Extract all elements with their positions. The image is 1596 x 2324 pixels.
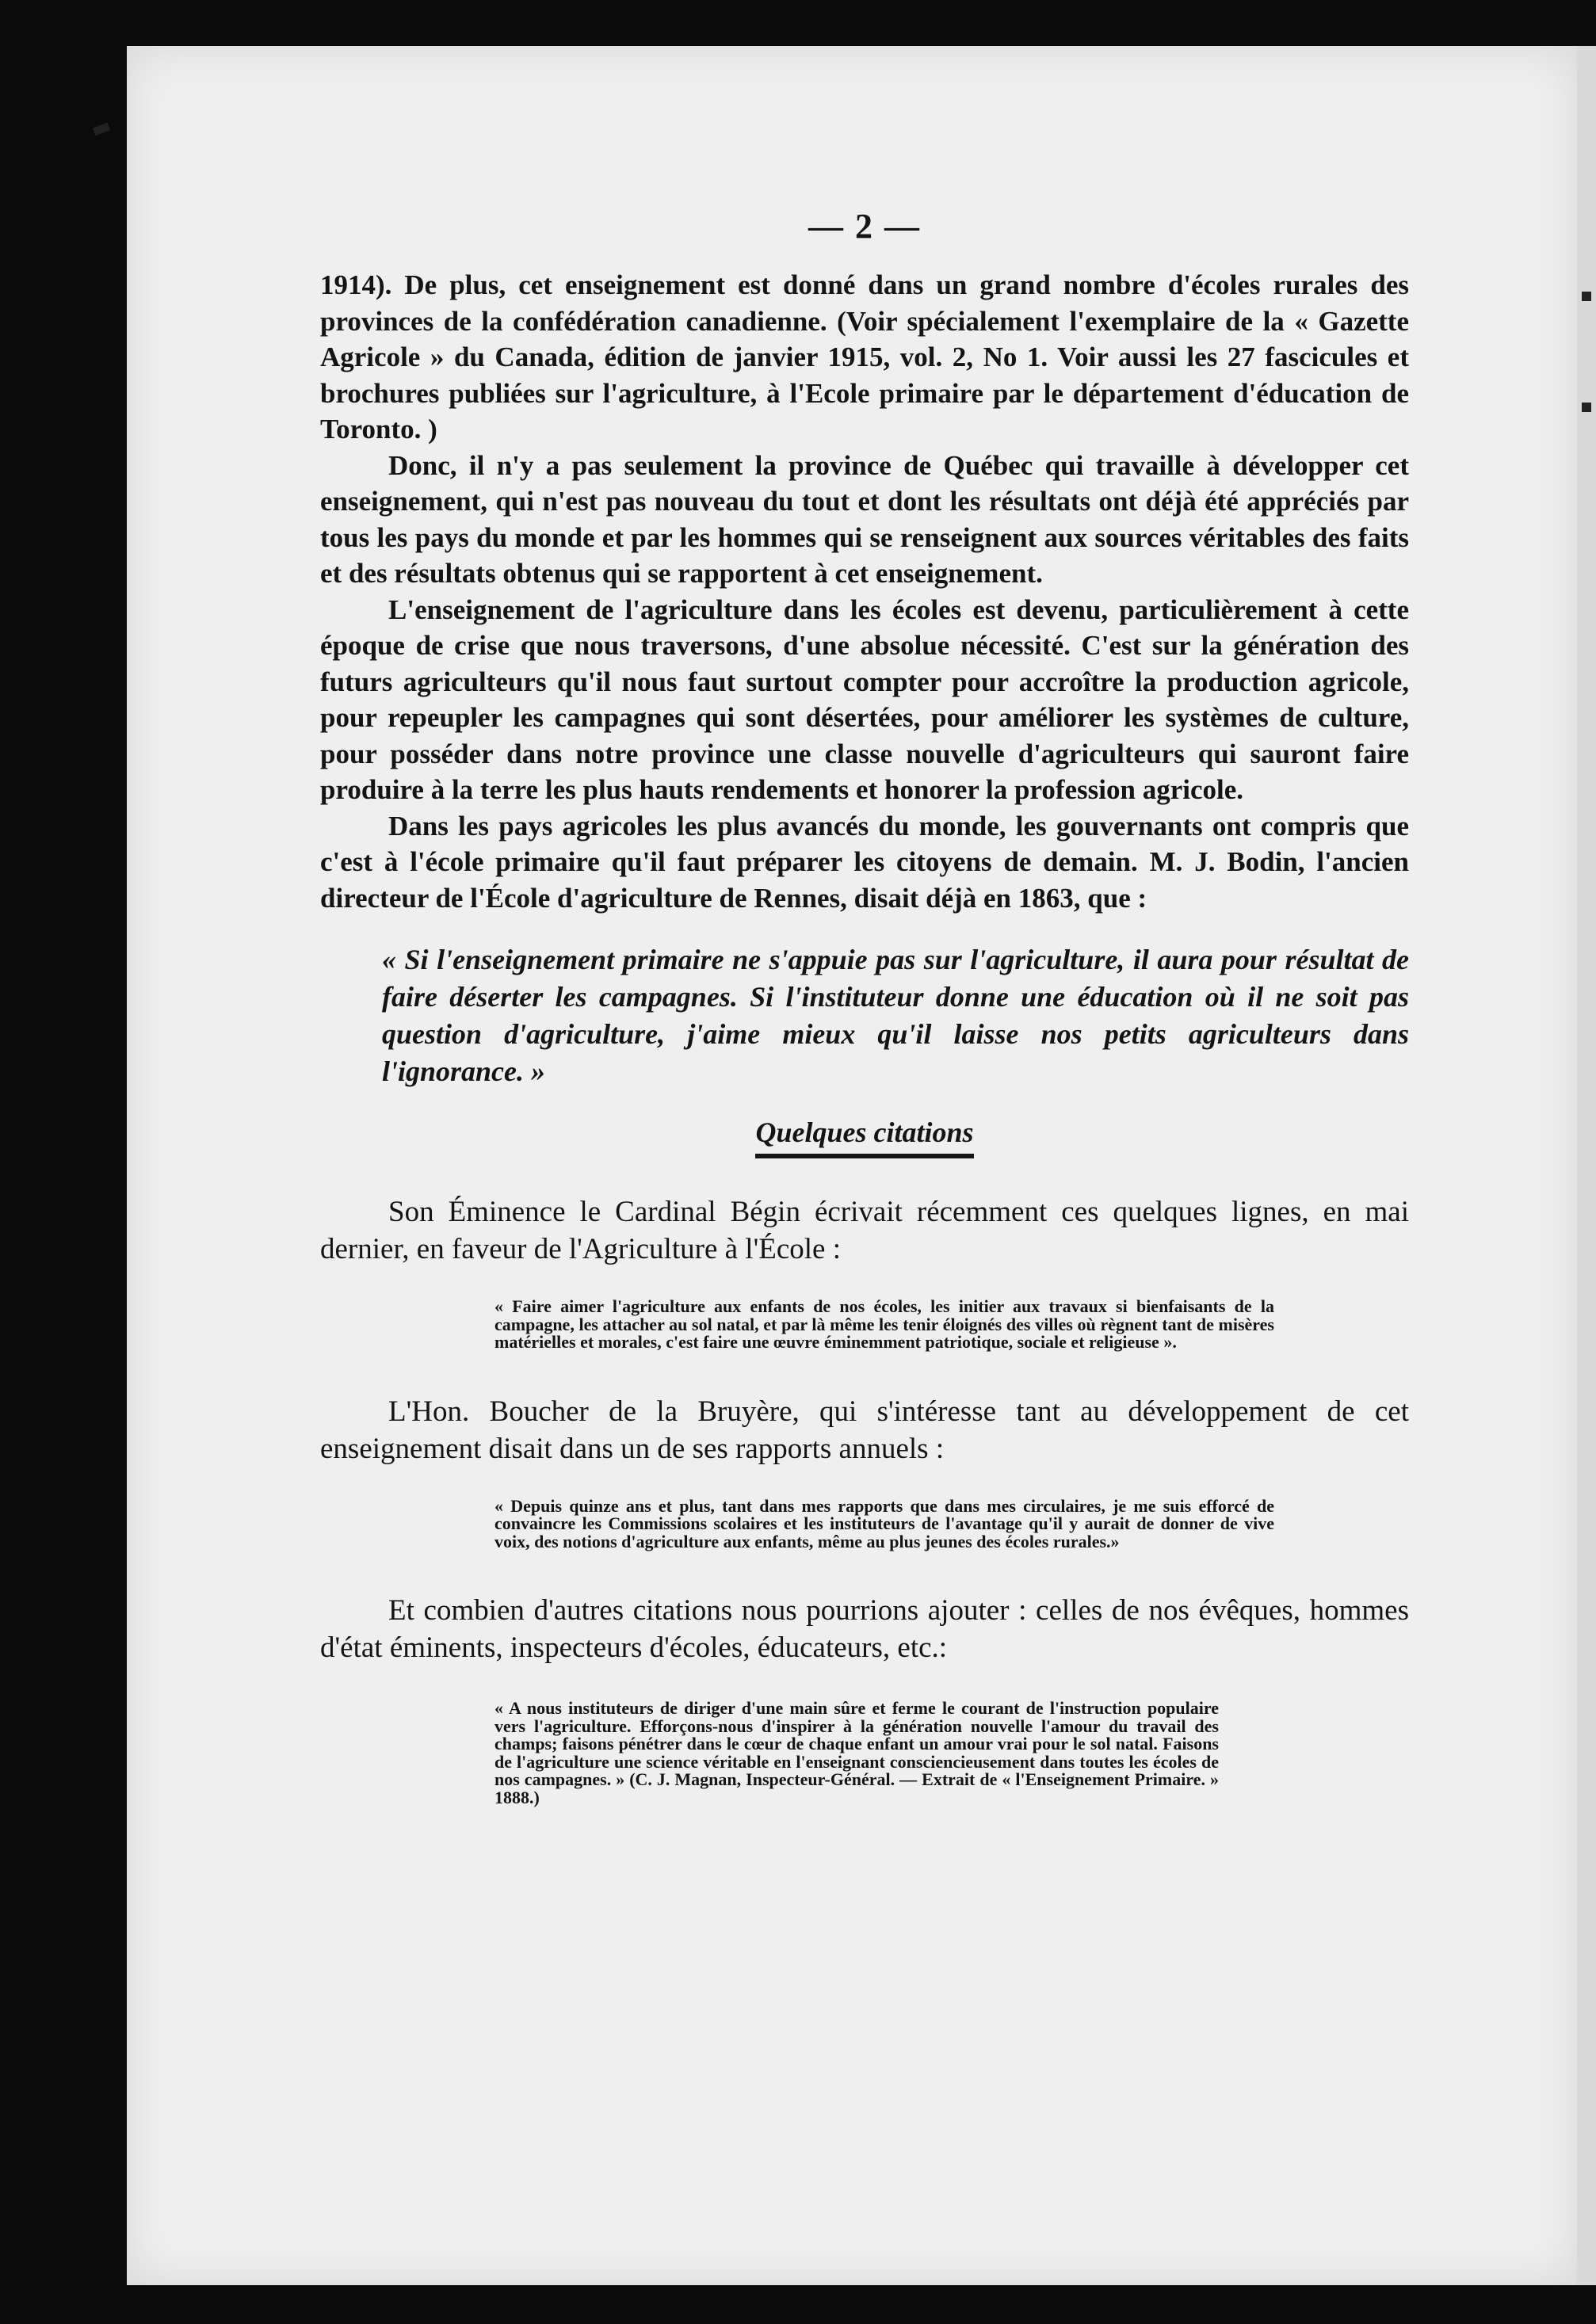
page-content: [320, 206, 1409, 1807]
quote-bruyere: « Depuis quinze ans et plus, tant dans mes rapports que dans mes circulaires, je me suis efforcé de convaincre les Commissions scolaires et les instituteurs de l'avantage qu'il y aurait de donner de vive voix, des notions d'agriculture aux enfants, même au plus jeunes des écoles rurales.»: [494, 1495, 1274, 1551]
scan-speck-right-1: [1582, 292, 1591, 301]
paragraph-4: Dans les pays agricoles les plus avancés du monde, les gouvernants ont compris que c'est à l'école primaire qu'il faut préparer les citoyens de demain. M. J. Bodin, l'ancien directeur de l'École d'agriculture de Rennes, disait déjà en 1863, que :: [320, 810, 1409, 914]
section-heading: [320, 1116, 1409, 1158]
scan-speck-right-2: [1582, 403, 1591, 412]
paragraph-6: L'Hon. Boucher de la Bruyère, qui s'intéresse tant au développement de cet enseignement disait dans un de ses rapports annuels :: [320, 1395, 1409, 1465]
paragraph-3: L'enseignement de l'agriculture dans les écoles est devenu, particulièrement à cette époque de crise que nous traversons, d'une absolue nécessité. C'est sur la génération des futurs agriculteurs qu'il nous faut surtout compter pour accroître la production agricole, pour repeupler les campagnes qui sont désertées, pour améliorer les systèmes de culture, pour posséder dans notre province une classe nouvelle d'agriculteurs qui sauront faire produire à la terre les plus hauts rendements et honorer la profession agricole.: [320, 593, 1409, 805]
page-edge: [1577, 46, 1596, 2285]
paragraph-5: Son Éminence le Cardinal Bégin écrivait récemment ces quelques lignes, en mai dernier, en faveur de l'Agriculture à l'École :: [320, 1196, 1409, 1265]
paragraph-1: 1914). De plus, cet enseignement est donné dans un grand nombre d'écoles rurales des provinces de la confédération canadienne. (Voir spécialement l'exemplaire de la « Gazette Agricole » du Canada, édition de janvier 1915, vol. 2, No 1. Voir aussi les 27 fascicules et brochures publiées sur l'agriculture, à l'Ecole primaire par le département d'éducation de Toronto. ): [320, 269, 1409, 445]
section-heading-text: Quelques citations: [755, 1116, 973, 1158]
paragraph-7: Et combien d'autres citations nous pourrions ajouter : celles de nos évêques, hommes d'état éminents, inspecteurs d'écoles, éducateurs, etc.:: [320, 1594, 1409, 1664]
quote-bodin: « Si l'enseignement primaire ne s'appuie pas sur l'agriculture, il aura pour résultat de faire déserter les campagnes. Si l'instituteur donne une éducation où il ne soit pas question d'agriculture, j'aime mieux qu'il laisse nos petits agriculteurs dans l'ignorance. »: [382, 944, 1409, 1087]
quote-magnan: « A nous instituteurs de diriger d'une main sûre et ferme le courant de l'instruction populaire vers l'agriculture. Efforçons-nous d'inspirer à la génération nouvelle l'amour du travail des champs; faisons pénétrer dans le cœur de chaque enfant un amour vrai pour le sol natal. Faisons de l'agriculture une science véritable en l'enseignant consciencieusement dans toutes les écoles de nos campagnes. » (C. J. Magnan, Inspecteur-Général. — Extrait de « l'Enseignement Primaire. » 1888.): [494, 1698, 1219, 1807]
quote-begin: « Faire aimer l'agriculture aux enfants de nos écoles, les initier aux travaux si bienfaisants de la campagne, les attacher au sol natal, et par là même les tenir éloignés des villes où règnent tant de misères matérielles et morales, c'est faire une œuvre éminemment patriotique, sociale et religieuse ».: [494, 1296, 1274, 1352]
paragraph-2: Donc, il n'y a pas seulement la province de Québec qui travaille à développer cet enseignement, qui n'est pas nouveau du tout et dont les résultats ont déjà été appréciés par tous les pays du monde et par les hommes qui se renseignent aux sources véritables des faits et des résultats obtenus qui se rapportent à cet enseignement.: [320, 449, 1409, 589]
page-number: — 2 —: [808, 207, 921, 246]
